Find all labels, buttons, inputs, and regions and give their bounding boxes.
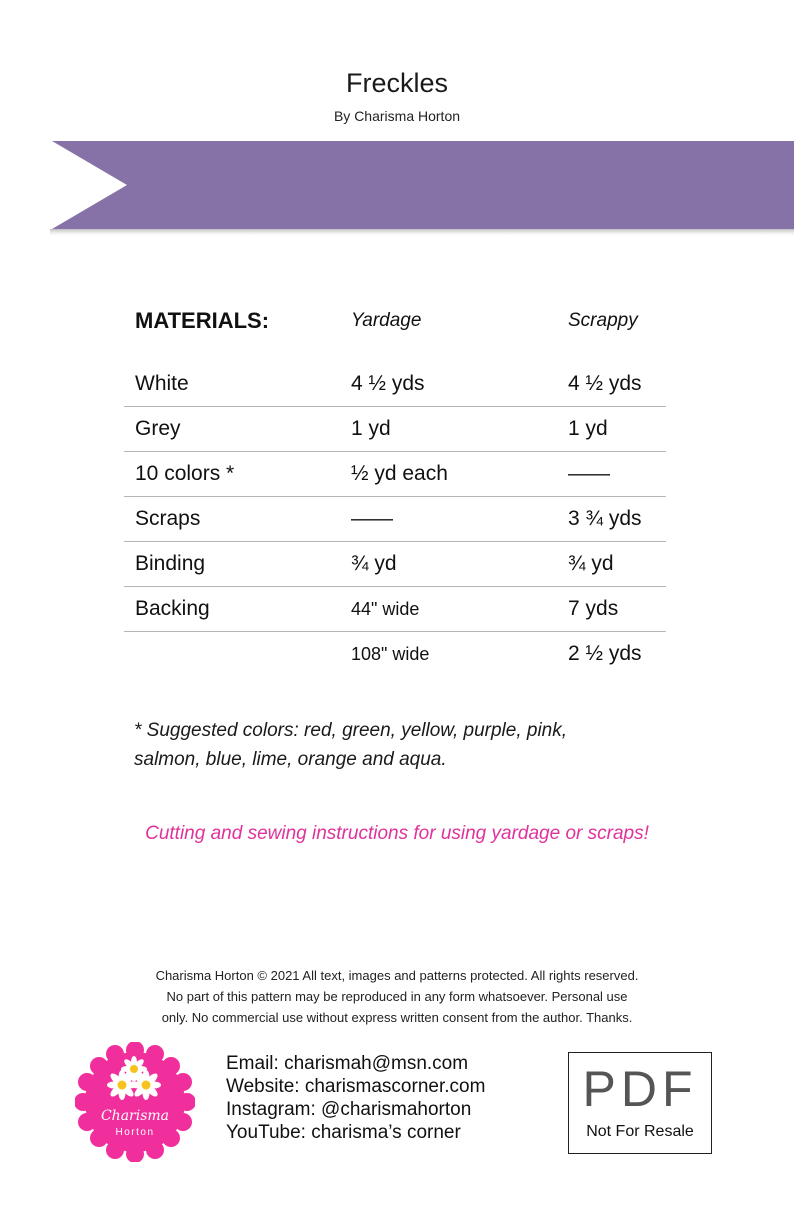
yardage-amount: ¾ yd: [351, 552, 397, 575]
materials-heading: MATERIALS:: [135, 308, 270, 333]
not-for-resale-label: Not For Resale: [586, 1123, 694, 1140]
material-name: Backing: [135, 597, 210, 620]
scrappy-amount: ¾ yd: [568, 552, 614, 575]
material-name: 10 colors *: [135, 462, 235, 485]
yardage-amount: 1 yd: [351, 417, 391, 440]
email-text: Email: charismah@msn.com: [226, 1053, 469, 1074]
yardage-amount: 4 ½ yds: [351, 372, 425, 395]
copyright-line: only. No commercial use without express written consent from the author. Thanks.: [161, 1010, 633, 1025]
material-name: Grey: [135, 417, 181, 440]
yardage-amount: ½ yd each: [351, 462, 448, 485]
copyright-notice: [60, 965, 734, 1028]
yardage-amount: 44" wide: [351, 599, 420, 619]
yardage-amount: ——: [351, 507, 393, 530]
instagram-text: Instagram: @charismahorton: [226, 1099, 472, 1120]
material-name: White: [135, 372, 189, 395]
scrappy-amount: ——: [568, 462, 610, 485]
column-header-scrappy: Scrappy: [568, 310, 638, 331]
copyright-line: Charisma Horton © 2021 All text, images and patterns protected. All rights reserved.: [155, 968, 639, 983]
youtube-text: YouTube: charisma’s corner: [226, 1122, 461, 1143]
charisma-horton-logo: [75, 1042, 195, 1162]
website-text: Website: charismascorner.com: [226, 1076, 486, 1097]
logo-name-text: Charisma: [100, 1108, 170, 1124]
purple-ribbon-banner: [0, 138, 794, 238]
cutting-instructions-note: Cutting and sewing instructions for using yardage or scraps!: [145, 823, 649, 844]
materials-header-row: [124, 306, 666, 342]
suggested-colors-note: [134, 716, 674, 774]
table-row: [124, 632, 666, 676]
scrappy-amount: 4 ½ yds: [568, 372, 642, 395]
scrappy-amount: 7 yds: [568, 597, 619, 620]
column-header-yardage: Yardage: [351, 310, 422, 331]
author-byline: By Charisma Horton: [333, 108, 461, 124]
scrappy-amount: 3 ¾ yds: [568, 507, 642, 530]
material-name: Scraps: [135, 507, 201, 530]
scrappy-amount: 2 ½ yds: [568, 642, 642, 665]
note-line: * Suggested colors: red, green, yellow, purple, pink,: [134, 720, 568, 741]
table-row: [124, 497, 666, 542]
page-title: Freckles: [345, 68, 448, 98]
pdf-label: PDF: [582, 1061, 698, 1117]
yardage-amount: 108" wide: [351, 644, 430, 664]
note-line: salmon, blue, lime, orange and aqua.: [134, 749, 447, 770]
material-name: Binding: [135, 552, 206, 575]
table-row: [124, 362, 666, 407]
pdf-not-for-resale-badge: [568, 1052, 712, 1154]
table-row: [124, 542, 666, 587]
table-row: [124, 407, 666, 452]
table-row: [124, 587, 666, 632]
table-row: [124, 452, 666, 497]
contact-info: [226, 1052, 485, 1144]
logo-surname-text: Horton: [115, 1127, 155, 1138]
materials-table: [124, 306, 666, 676]
scrappy-amount: 1 yd: [568, 417, 608, 440]
copyright-line: No part of this pattern may be reproduced in any form whatsoever. Personal use: [166, 989, 628, 1004]
